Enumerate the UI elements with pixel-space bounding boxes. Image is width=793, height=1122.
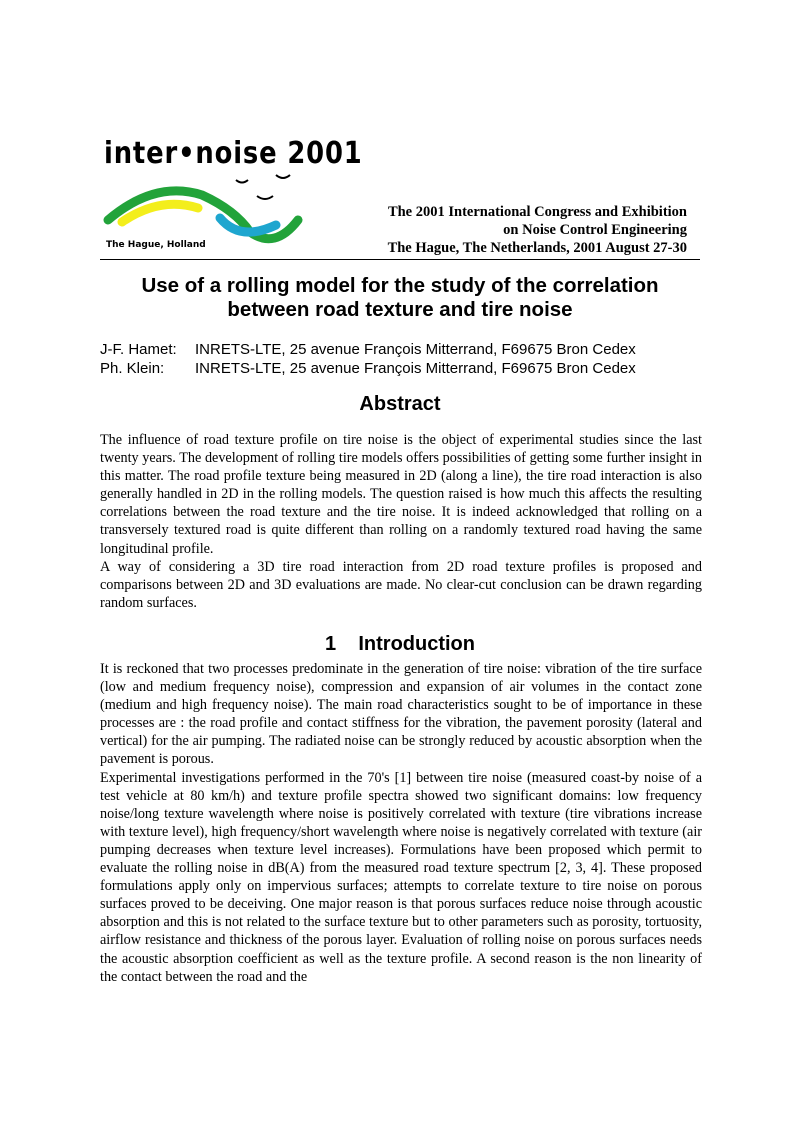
introduction-paragraph-1: It is reckoned that two processes predominate in the generation of tire noise: vibration of the tire surface (low and medium frequency noise), compression and expansion of air volumes in the contact zone (medium and high frequency noise). The main road characteristics sought to be of importance in these processes are : the road profile and contact stiffness for the vibration, the pavement porosity (lateral and vertical) for the air pumping. The radiated noise can be strongly reduced by acoustic absorption when the pavement is porous.: [100, 661, 702, 768]
logo-location: The Hague, Holland: [106, 240, 206, 250]
author-name: Ph. Klein:: [100, 360, 165, 377]
logo-waves-graphic: [100, 170, 330, 245]
logo-smile-small-left: [236, 180, 248, 183]
author-row: [100, 340, 636, 359]
header-rule: [100, 259, 700, 260]
author-affiliation: INRETS-LTE, 25 avenue François Mitterrand, F69675 Bron Cedex: [195, 341, 636, 358]
conference-line-3: The Hague, The Netherlands, 2001 August 27-30: [387, 240, 687, 256]
introduction-heading: 1 Introduction: [325, 633, 475, 655]
paper-title: [100, 274, 700, 322]
author-row: [100, 359, 636, 378]
logo-wordmark: inter•noise 2001: [104, 136, 363, 171]
paper-title-line-2: between road texture and tire noise: [227, 298, 573, 321]
author-affiliation: INRETS-LTE, 25 avenue François Mitterrand, F69675 Bron Cedex: [195, 360, 636, 377]
author-name: J-F. Hamet:: [100, 341, 177, 358]
paper-title-line-1: Use of a rolling model for the study of the correlation: [141, 274, 659, 297]
conference-logo: [100, 130, 363, 260]
abstract-body: [100, 431, 702, 612]
conference-line-1: The 2001 International Congress and Exhibition: [387, 204, 687, 220]
abstract-heading: Abstract: [359, 393, 441, 415]
conference-info: [332, 203, 687, 257]
introduction-body: [100, 660, 702, 986]
logo-smile-center: [257, 196, 273, 199]
abstract-paragraph-2: A way of considering a 3D tire road interaction from 2D road texture profiles is proposed and comparisons between 2D and 3D evaluations are made. No clear-cut conclusion can be drawn regarding random surfaces.: [100, 558, 702, 611]
introduction-paragraph-2: Experimental investigations performed in the 70's [1] between tire noise (measured coast-by noise of a test vehicle at 80 km/h) and texture profile spectra showed two significant domains: low frequency noise/long texture wavelength where noise is positively correlated with texture (tire vibrations increase with texture level), high frequency/short wavelength where noise is negatively correlated with texture (air pumping decreases when texture level increases). Formulations have been proposed which permit to evaluate the rolling noise in dB(A) from the measured road texture spectrum [2, 3, 4]. These proposed formulations apply only on impervious surfaces; attempts to correlate texture to tire noise on porous surfaces proved to be deceiving. One major reason is that porous surfaces reduce noise through acoustic absorption and this is not related to the surface texture but to other parameters such as porosity, tortuosity, airflow resistance and thickness of the porous layer. Evaluation of rolling noise on porous surfaces needs the acoustic absorption coefficient as well as the texture profile. A second reason is the non linearity of the contact between the road and the: [100, 769, 702, 985]
conference-line-2: on Noise Control Engineering: [503, 222, 687, 238]
logo-smile-small-right: [276, 175, 290, 178]
author-list: [100, 340, 636, 378]
abstract-paragraph-1: The influence of road texture profile on tire noise is the object of experimental studies since the last twenty years. The development of rolling tire models offers possibilities of getting some further insight in this matter. The road profile texture being measured in 2D (along a line), the tire road interaction is also generally handled in 2D in the rolling models. The question raised is how much this affects the resulting correlations between the road texture and the tire noise. It is indeed acknowledged that rolling on a transversely textured road is quite different than rolling on a randomly textured road having the same longitudinal profile.: [100, 432, 702, 557]
